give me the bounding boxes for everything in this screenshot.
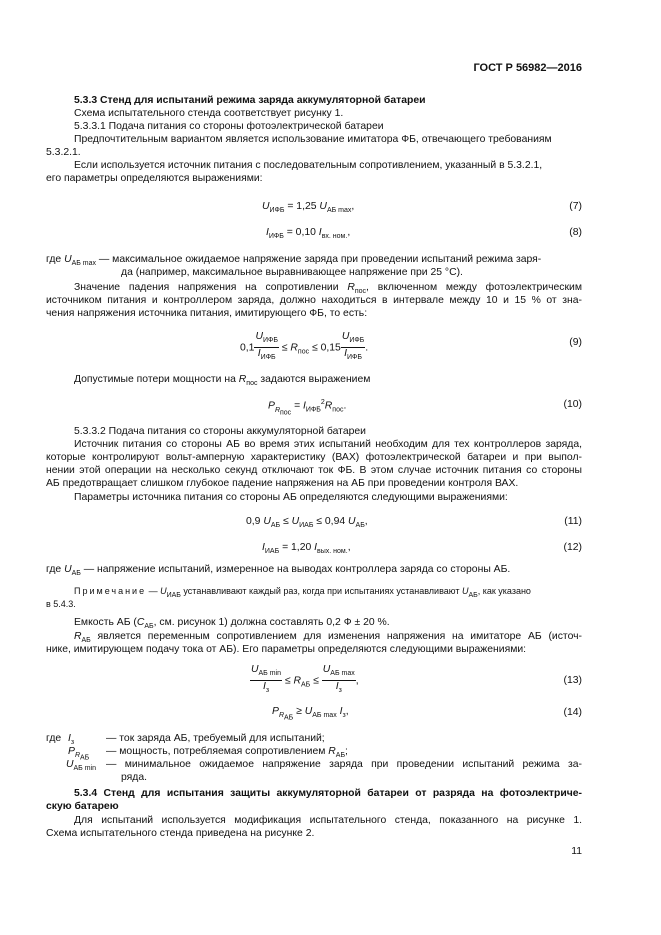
equation-10: $P_{R_{пос}} = I_{ИФБ}^2R_{пос}$. [268,399,347,416]
symbol: $U_{АБ min}$ [66,759,97,773]
paragraph: нике, имитирующем подачу тока от АБ). Его параметры определяются следующими выражениями: [46,644,527,655]
note: Примечание — $U_{ИАБ}$ устанавливают каждый раз, когда при испытаниях устанавливают $U_{АБ}$, как указано [74,586,531,599]
paragraph: Допустимые потери мощности на $R_{пос}$ задаются выражением [74,374,371,388]
section-heading-5-3-4: 5.3.4 Стенд для испытания защиты аккумуляторной батареи от разряда на фотоэлектриче- [74,788,582,799]
symbol: $P_{R_{АБ}}$ [68,746,90,762]
paragraph: Схема испытательного стенда соответствует рисунку 1. [74,108,344,119]
paragraph: которые контролируют вольт-амперную характеристику (ВАХ) фотоэлектрической батареи и при выпол- [46,452,582,463]
paragraph: АБ предотвращает слишком глубокое падение напряжения на АБ при проведении контроля ВАХ. [46,478,519,489]
definition: — мощность, потребляемая сопротивлением $R_{АБ}$; [106,746,348,760]
equation-13: $\frac{U_{АБ min}}{I_з}$ ≤ $R_{АБ}$ ≤ $\frac{U_{АБ max}}{I_з}$ , [251,664,359,695]
paragraph: Для испытаний используется модификация испытательного стенда, показанного на рисунке 1. [74,815,582,826]
standard-header: ГОСТ Р 56982—2016 [473,62,582,74]
subsection-heading: 5.3.3.1 Подача питания со стороны фотоэлектрической батареи [74,121,384,132]
equation-number: (14) [563,707,582,718]
equation-9: 0,1 $\frac{U_{ИФБ}}{I_{ИФБ}}$ ≤ $R_{пос} \le 0,15$ $\frac{U_{ИФБ}}{I_{ИФБ}}$ . [240,331,369,362]
paragraph: Параметры источника питания со стороны АБ определяются следующими выражениями: [74,492,508,503]
section-heading-5-3-3: 5.3.3 Стенд для испытаний режима заряда аккумуляторной батареи [74,95,426,106]
equation-7: $U_{ИФБ} = 1,25$ $U_{АБ max}$, [262,201,355,215]
equation-number: (7) [569,201,582,212]
definition-cont: да (например, максимальное выравнивающее напряжение при 25 °С). [121,267,463,278]
definition: — ток заряда АБ, требуемый для испытаний; [106,733,325,744]
definition-cont: ряда. [121,772,148,783]
definition: где $U_{АБ}$ — напряжение испытаний, измеренное на выводах контроллера заряда со стороны АБ. [46,564,511,578]
definition: — минимальное ожидаемое напряжение заряда при проведении испытаний режима за- [106,759,582,770]
equation-number: (13) [563,675,582,686]
equation-12: $I_{ИАБ} = 1,20$ $I_{вых. ном.}$, [262,542,351,556]
paragraph: Предпочтительным вариантом является использование имитатора ФБ, отвечающего требованиям [74,134,552,145]
equation-14: $P_{R_{АБ}} \ge U_{АБ max}$ $I_з$, [272,706,349,722]
definition: где $U_{АБ max}$ — максимальное ожидаемое напряжение заряда при проведении испытаний режима заря- [46,254,542,268]
paragraph: Емкость АБ ($C_{АБ}$, см. рисунок 1) должна составлять 0,2 Ф ± 20 %. [74,617,390,631]
paragraph: Схема испытательного стенда приведена на рисунке 2. [46,828,315,839]
section-heading-cont: скую батарею [46,801,119,812]
page-number: 11 [571,846,582,857]
equation-11: 0,9 $U_{АБ} \le U_{ИАБ} \le 0,94$ $U_{АБ}$, [246,516,368,530]
paragraph: его параметры определяются выражениями: [46,173,263,184]
paragraph: Значение падения напряжения на сопротивлении $R_{пос}$, включенном между фотоэлектрическим [74,282,582,296]
equation-number: (10) [563,399,582,410]
paragraph: Источник питания со стороны АБ во время этих испытаний необходим для тех контроллеров заряда, [74,439,582,450]
paragraph: 5.3.2.1. [46,147,81,158]
equation-number: (8) [569,227,582,238]
paragraph: источником питания и контроллером заряда, должно находиться в интервале между 10 и 15 % от зна- [46,295,582,306]
equation-number: (12) [563,542,582,553]
symbol: $I_з$ [68,733,75,747]
definition-where: где [46,733,62,744]
paragraph: Если используется источник питания с последовательным сопротивлением, указанный в 5.3.2.1, [74,160,543,171]
equation-number: (9) [569,337,582,348]
subsection-heading: 5.3.3.2 Подача питания со стороны аккумуляторной батареи [74,426,366,437]
paragraph: нении этой операции на несколько секунд отключают ток ФБ. В этом случае источник питания со стороны [46,465,582,476]
equation-8: $I_{ИФБ} = 0,10$ $I_{вх. ном.}$, [266,227,351,241]
equation-number: (11) [564,516,582,527]
paragraph: $R_{АБ}$ является переменным сопротивлением для изменения напряжения на имитаторе АБ (источ- [74,631,582,645]
note-cont: в 5.4.3. [46,599,76,609]
paragraph: чения напряжения источника питания, имитирующего ФБ, то есть: [46,308,368,319]
